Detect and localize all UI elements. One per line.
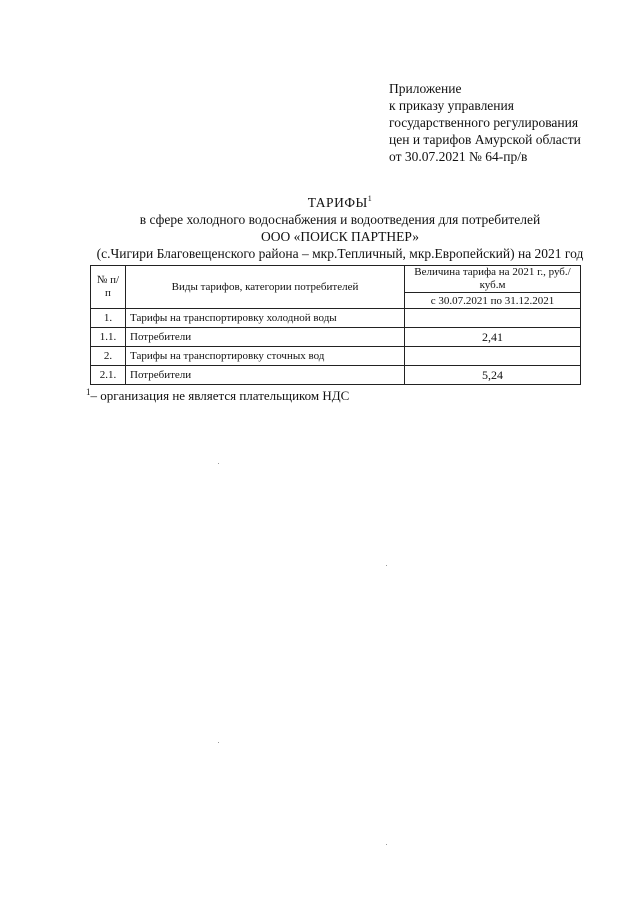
row-kind: Тарифы на транспортировку холодной воды (126, 309, 405, 328)
header-period: с 30.07.2021 по 31.12.2021 (405, 293, 581, 309)
row-kind: Тарифы на транспортировку сточных вод (126, 347, 405, 366)
scan-speck (218, 742, 219, 743)
document-title: ТАРИФЫ$^1$ (307, 194, 373, 210)
row-num: 2.1. (91, 366, 126, 385)
scan-speck (386, 844, 387, 845)
scan-speck (386, 565, 387, 566)
appendix-line: государственного регулирования (389, 115, 579, 130)
table-header-row (91, 266, 581, 293)
row-num: 2. (91, 347, 126, 366)
row-kind: Потребители (126, 328, 405, 347)
row-value (405, 347, 581, 366)
row-value (405, 309, 581, 328)
header-value: Величина тарифа на 2021 г., руб./куб.м (405, 266, 581, 293)
row-value: 5,24 (405, 366, 581, 385)
title-subtitle-2: ООО «ПОИСК ПАРТНЕР» (260, 229, 419, 244)
tariff-table (90, 265, 581, 385)
appendix-line: к приказу управления (389, 98, 514, 113)
header-kind: Виды тарифов, категории потребителей (126, 266, 405, 309)
appendix-line: от 30.07.2021 № 64-пр/в (389, 149, 528, 164)
appendix-line: цен и тарифов Амурской области (389, 132, 581, 147)
row-num: 1.1. (91, 328, 126, 347)
footnote (86, 387, 349, 404)
title-subtitle-3: (с.Чигири Благовещенского района – мкр.Тепличный, мкр.Европейский) на 2021 год (96, 246, 584, 261)
document-title-block (60, 190, 620, 262)
title-footnote-mark: 1 (367, 194, 373, 203)
header-num: № п/п (91, 266, 126, 309)
table-row (91, 347, 581, 366)
footnote-mark: 1 (86, 387, 91, 397)
row-kind: Потребители (126, 366, 405, 385)
appendix-block (389, 80, 629, 165)
row-value: 2,41 (405, 328, 581, 347)
table-row (91, 309, 581, 328)
row-num: 1. (91, 309, 126, 328)
title-subtitle-1: в сфере холодного водоснабжения и водоотведения для потребителей (139, 212, 541, 227)
appendix-line: Приложение (389, 81, 462, 96)
scan-speck (218, 463, 219, 464)
table-row (91, 328, 581, 347)
table-row (91, 366, 581, 385)
footnote-text: – организация не является плательщиком НДС (90, 388, 350, 403)
